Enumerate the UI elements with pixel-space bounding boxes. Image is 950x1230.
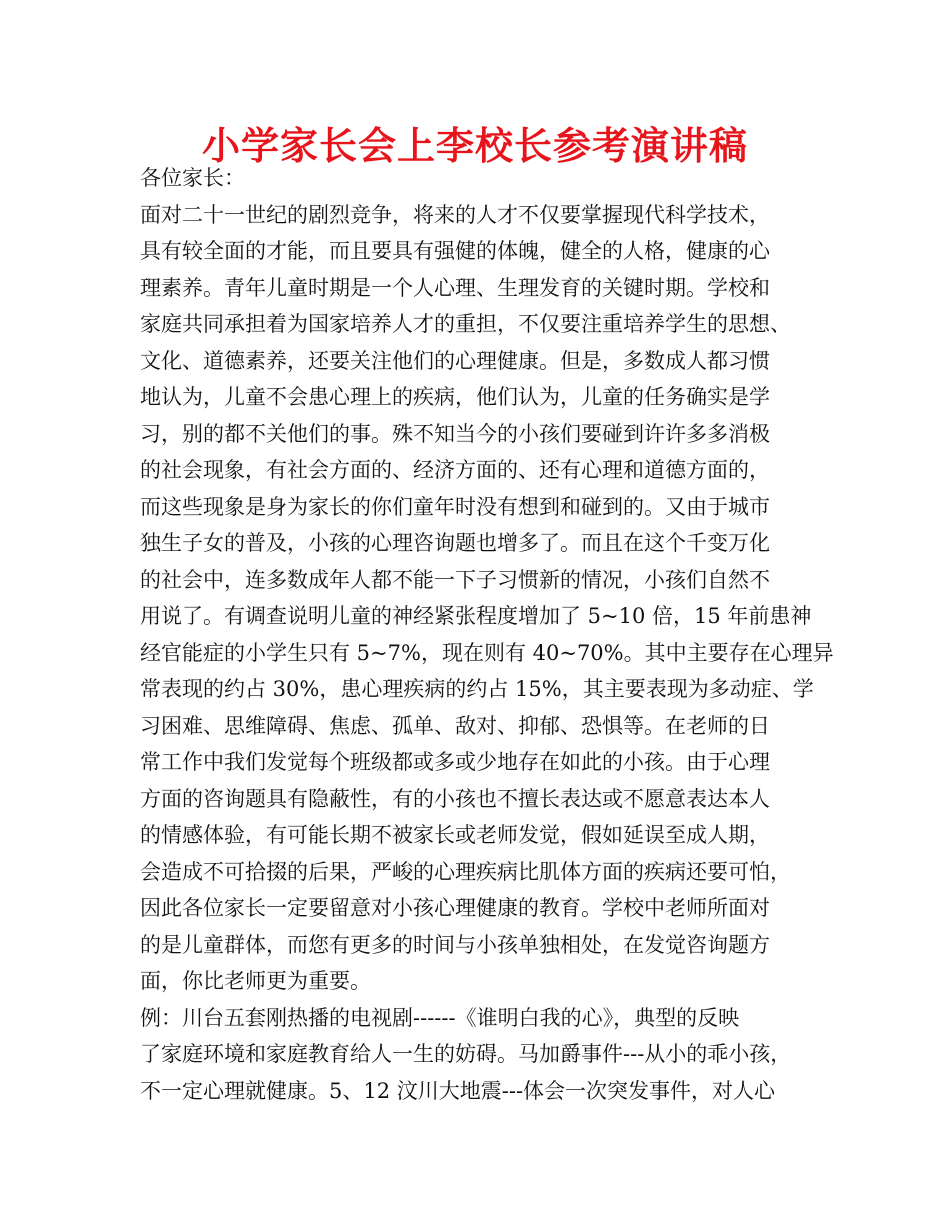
text-line: 因此各位家长一定要留意对小孩心理健康的教育。学校中老师所面对 <box>140 896 770 920</box>
text-line: 用说了。有调查说明儿童的神经紧张程度增加了 5~10 倍，15 年前患神 <box>140 604 812 628</box>
text-line: 文化、道德素养，还要关注他们的心理健康。但是，多数成人都习惯 <box>140 348 770 373</box>
document-title: 小学家长会上李校长参考演讲稿 <box>201 124 748 168</box>
text-line: 的社会中，连多数成年人都不能一下子习惯新的情况，小孩们自然不 <box>140 567 770 592</box>
text-line: 例：川台五套刚热播的电视剧------《谁明白我的心》，典型的反映 <box>140 1005 740 1030</box>
text-line: 地认为，儿童不会患心理上的疾病，他们认为，儿童的任务确实是学 <box>140 385 770 409</box>
text-line: 各位家长： <box>140 166 245 190</box>
document-body <box>140 160 840 1109</box>
text-line: 的社会现象，有社会方面的、经济方面的、还有心理和道德方面的， <box>140 458 770 482</box>
text-line: 独生子女的普及，小孩的心理咨询题也增多了。而且在这个千变万化 <box>140 531 770 555</box>
text-line: 习困难、思维障碍、焦虑、孤单、敌对、抑郁、恐惧等。在老师的日 <box>140 713 770 738</box>
text-line: 了家庭环境和家庭教育给人一生的妨碍。马加爵事件---从小的乖小孩， <box>140 1042 792 1066</box>
text-line: 会造成不可拾掇的后果，严峻的心理疾病比肌体方面的疾病还要可怕， <box>140 859 791 884</box>
text-line: 常表现的约占 30%，患心理疾病的约占 15%，其主要表现为多动症、学 <box>140 677 814 701</box>
text-line: 的情感体验，有可能长期不被家长或老师发觉，假如延误至成人期， <box>140 823 770 847</box>
text-line: 家庭共同承担着为国家培养人才的重担，不仅要注重培养学生的思想、 <box>140 312 791 336</box>
text-line: 不一定心理就健康。5、12 汶川大地震---体会一次突发事件，对人心 <box>140 1078 776 1103</box>
text-line: 的是儿童群体，而您有更多的时间与小孩单独相处，在发觉咨询题方 <box>140 932 770 957</box>
text-line: 习，别的都不关他们的事。殊不知当今的小孩们要碰到许许多多消极 <box>140 421 770 446</box>
text-line: 理素养。青年儿童时期是一个人心理、生理发育的关键时期。学校和 <box>140 275 770 300</box>
text-line: 经官能症的小学生只有 5~7%，现在则有 40~70%。其中主要存在心理异 <box>140 640 834 665</box>
text-line: 面对二十一世纪的剧烈竞争，将来的人才不仅要掌握现代科学技术， <box>140 202 770 227</box>
text-line: 具有较全面的才能，而且要具有强健的体魄，健全的人格，健康的心 <box>140 239 770 263</box>
text-line: 常工作中我们发觉每个班级都或多或少地存在如此的小孩。由于心理 <box>140 750 770 774</box>
text-line: 而这些现象是身为家长的你们童年时没有想到和碰到的。又由于城市 <box>140 494 770 519</box>
text-line: 方面的咨询题具有隐蔽性，有的小孩也不擅长表达或不愿意表达本人 <box>140 786 770 811</box>
text-line: 面，你比老师更为重要。 <box>140 969 371 993</box>
